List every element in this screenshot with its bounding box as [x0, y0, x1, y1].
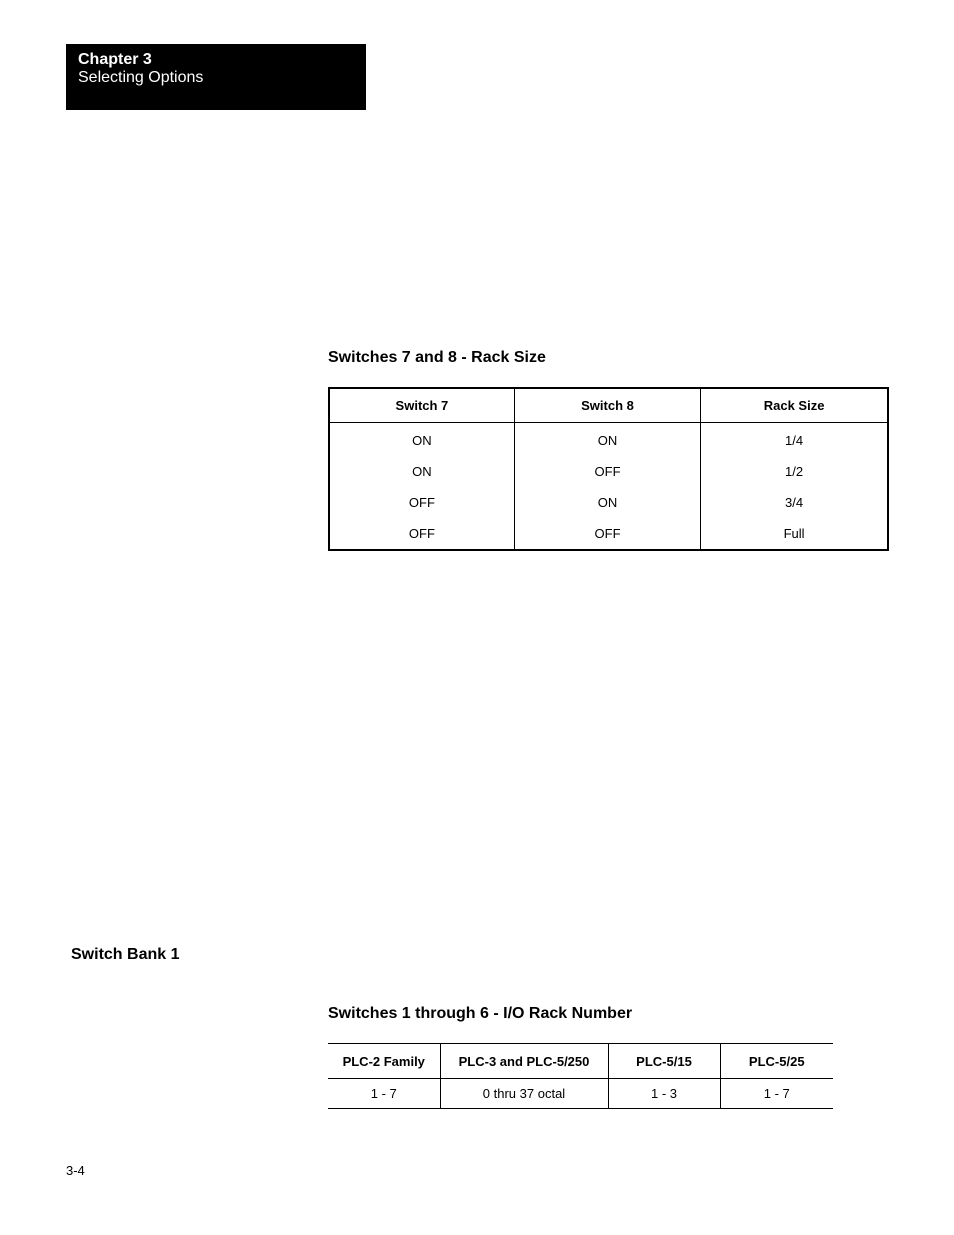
table-cell: ON: [412, 464, 432, 479]
column-header: Rack Size: [701, 388, 888, 423]
table-cell: ON: [412, 433, 432, 448]
table-cell: 1/4: [701, 423, 888, 457]
column-header: PLC-3 and PLC-5/250: [440, 1044, 608, 1079]
table-cell: ON: [514, 423, 700, 457]
page-number: 3-4: [66, 1163, 85, 1178]
table-cell: 1 - 7: [370, 1086, 397, 1101]
switch-bank-heading: Switch Bank 1: [71, 946, 180, 963]
column-header: PLC-5/25: [720, 1044, 833, 1079]
table-cell: OFF: [514, 456, 700, 487]
column-header: PLC-2 Family: [328, 1044, 440, 1079]
table-cell: Full: [701, 518, 888, 550]
chapter-title: Selecting Options: [78, 69, 204, 86]
table-cell: OFF: [514, 518, 700, 550]
rack-number-table: [328, 1043, 833, 1109]
chapter-header: [66, 44, 366, 110]
table-cell: 1 - 3: [608, 1079, 720, 1109]
table-row: [328, 1079, 833, 1109]
table-cell: 1/2: [701, 456, 888, 487]
column-header: Switch 8: [514, 388, 700, 423]
table-cell: 0 thru 37 octal: [440, 1079, 608, 1109]
table-row: [329, 423, 888, 457]
rack-number-heading: Switches 1 through 6 - I/O Rack Number: [328, 1005, 633, 1022]
table-cell: OFF: [408, 526, 435, 541]
column-header: Switch 7: [329, 388, 514, 423]
table-row: [329, 456, 888, 487]
rack-size-heading: Switches 7 and 8 - Rack Size: [328, 349, 546, 366]
table-row: [329, 518, 888, 550]
table-cell: 1 - 7: [720, 1079, 833, 1109]
table-cell: ON: [514, 487, 700, 518]
table-cell: OFF: [408, 495, 435, 510]
chapter-number: Chapter 3: [78, 51, 152, 68]
table-header-row: [328, 1044, 833, 1079]
rack-size-table: [328, 387, 889, 551]
table-cell: 3/4: [701, 487, 888, 518]
table-row: [329, 487, 888, 518]
table-header-row: [329, 388, 888, 423]
column-header: PLC-5/15: [608, 1044, 720, 1079]
